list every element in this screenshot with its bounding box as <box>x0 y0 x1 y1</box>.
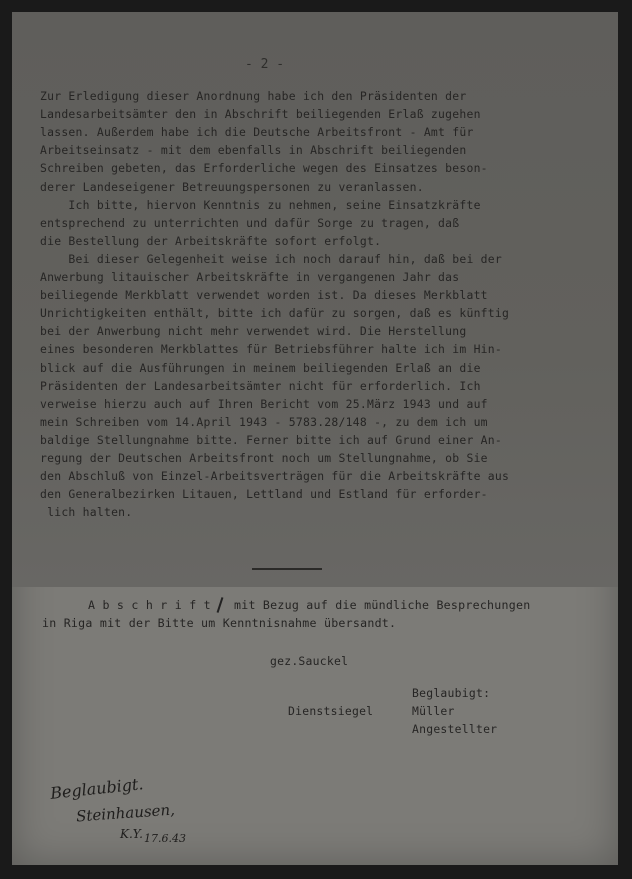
body-line: Zur Erledigung dieser Anordnung habe ich den Präsidenten der <box>40 89 467 103</box>
body-line: Landesarbeitsämter den in Abschrift beiliegenden Erlaß zugehen <box>40 107 481 122</box>
handwritten-slash-mark <box>217 597 224 613</box>
body-line: den Abschluß von Einzel-Arbeitsverträgen für die Arbeitskräfte aus <box>40 469 510 484</box>
handwritten-signature: Steinhausen, <box>75 800 176 826</box>
body-line: eines besonderen Merkblattes für Betriebsführer halte ich im Hin- <box>40 342 503 357</box>
body-line: regung der Deutschen Arbeitsfront noch um Stellungnahme, ob Sie <box>40 451 488 465</box>
body-line: mein Schreiben vom 14.April 1943 - 5783.28/148 -, zu dem ich um <box>40 414 488 429</box>
seal-text: Dienstsiegel <box>288 704 374 718</box>
body-line: blick auf die Ausführungen in meinem beiliegenden Erlaß an die <box>40 360 481 375</box>
body-line: verweise hierzu auch auf Ihren Bericht vom 25.März 1943 und auf <box>40 396 488 411</box>
body-line: Anwerbung litauischer Arbeitskräfte in vergangenen Jahr das <box>40 270 460 284</box>
page-number: - 2 - <box>245 57 285 72</box>
body-line: Arbeitseinsatz - mit dem ebenfalls in Abschrift beiliegenden <box>40 143 467 158</box>
body-line: Unrichtigkeiten enthält, bitte ich dafür zu sorgen, daß es künftig <box>40 306 510 321</box>
document-page <box>12 12 618 865</box>
body-line: den Generalbezirken Litauen, Lettland und Estland für erforder- <box>40 487 488 502</box>
body-line: baldige Stellungnahme bitte. Ferner bitte ich auf Grund einer An- <box>40 432 503 447</box>
body-line: Ich bitte, hiervon Kenntnis zu nehmen, seine Einsatzkräfte <box>40 197 481 212</box>
certification-name: Müller <box>412 704 455 718</box>
handwritten-initials: K.Y. <box>120 827 143 841</box>
handwritten-certification: Beglaubigt. <box>49 774 145 803</box>
certification-label: Beglaubigt: <box>412 686 491 700</box>
body-line: lassen. Außerdem habe ich die Deutsche Arbeitsfront - Amt für <box>40 125 474 140</box>
body-line: Präsidenten der Landesarbeitsämter nicht für erforderlich. Ich <box>40 378 481 393</box>
handwritten-date: 17.6.43 <box>144 832 186 845</box>
body-line: Bei dieser Gelegenheit weise ich noch darauf hin, daß bei der <box>40 251 503 266</box>
body-line: lich halten. <box>40 505 133 520</box>
copy-note-line2: in Riga mit der Bitte um Kenntnisnahme übersandt. <box>42 616 397 630</box>
body-line: entsprechend zu unterrichten und dafür Sorge zu tragen, daß <box>40 215 460 230</box>
body-line: bei der Anwerbung nicht mehr verwendet wird. Die Herstellung <box>40 324 467 339</box>
copy-note-line1: mit Bezug auf die mündliche Besprechungen <box>234 598 531 612</box>
body-line: beiliegende Merkblatt verwendet worden ist. Da dieses Merkblatt <box>40 288 488 303</box>
copy-note-abschrift: A b s c h r i f t <box>88 598 211 612</box>
body-line: derer Landeseigener Betreuungspersonen zu veranlassen. <box>40 179 424 194</box>
separator-rule <box>252 568 322 570</box>
signed-name: gez.Sauckel <box>270 654 349 668</box>
certification-title: Angestellter <box>412 722 498 736</box>
body-line: Schreiben gebeten, das Erforderliche wegen des Einsatzes beson- <box>40 161 488 176</box>
body-line: die Bestellung der Arbeitskräfte sofort erfolgt. <box>40 233 382 248</box>
